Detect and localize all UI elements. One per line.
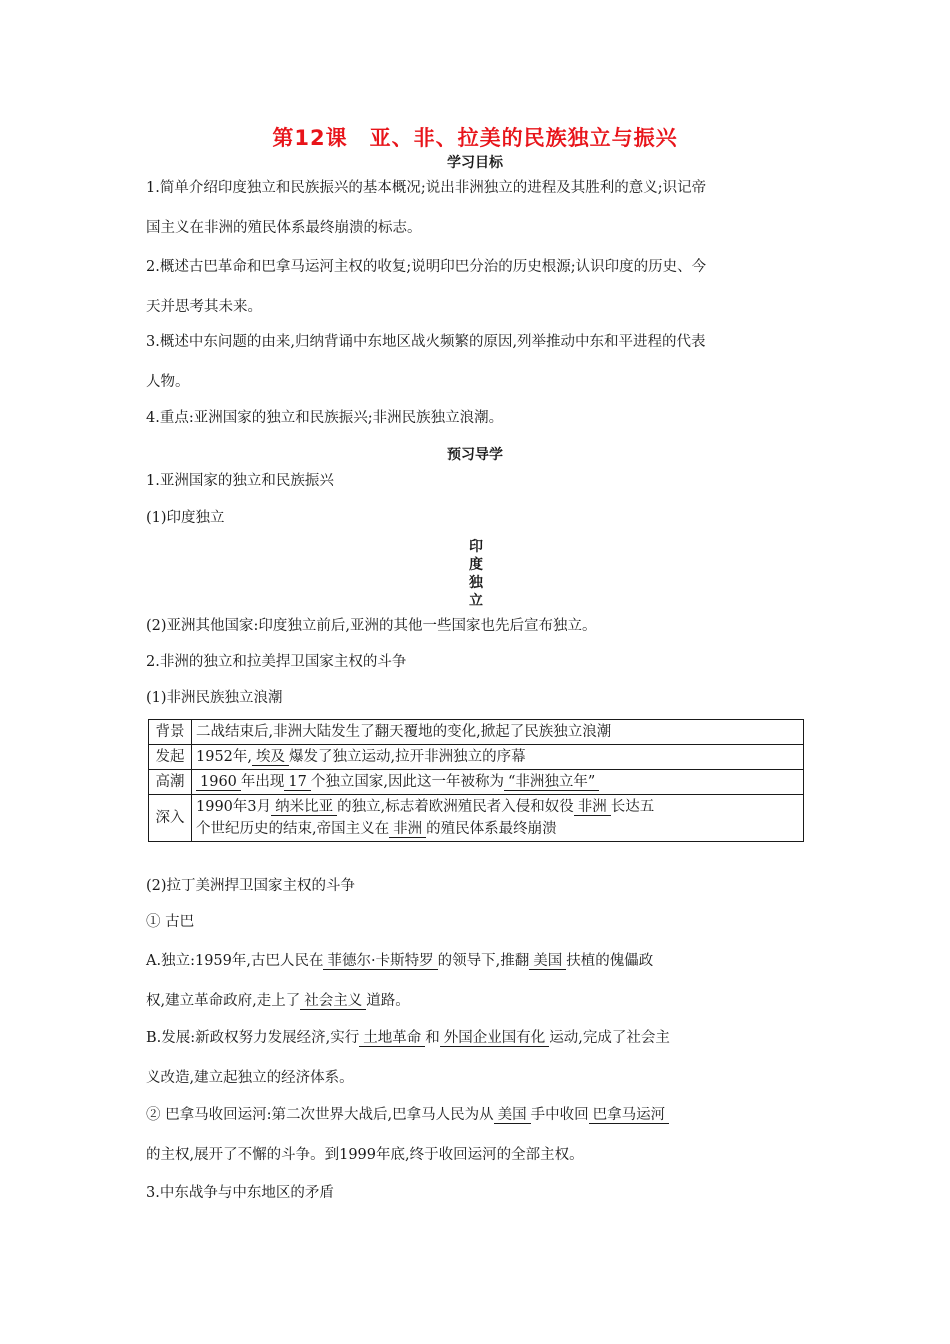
blank-answer: 埃及: [252, 749, 289, 766]
row-value: 二战结束后,非洲大陆发生了翻天覆地的变化,掀起了民族独立浪潮: [192, 720, 804, 745]
blank-answer: 非洲: [574, 799, 611, 816]
table-row: [149, 745, 804, 770]
section-2-2: (2)拉丁美洲捍卫国家主权的斗争: [146, 878, 356, 894]
panama-line-1: ② 巴拿马收回运河:第二次世界大战后,巴拿马人民为从 美国 手中收回 巴拿马运河: [146, 1105, 816, 1125]
section-1-2: (2)亚洲其他国家:印度独立前后,亚洲的其他一些国家也先后宣布独立。: [146, 618, 597, 634]
blank-answer: “非洲独立年”: [504, 774, 599, 791]
goal-line-3: 2.概述古巴革命和巴拿马运河主权的收复;说明印巴分治的历史根源;认识印度的历史、今: [146, 259, 707, 275]
blank-answer: 土地革命: [359, 1030, 425, 1047]
cuba-b-line-2: 义改造,建立起独立的经济体系。: [146, 1070, 354, 1086]
panama-line-2: 的主权,展开了不懈的斗争。到1999年底,终于收回运河的全部主权。: [146, 1147, 584, 1163]
cuba-a-line-1: A.独立:1959年,古巴人民在 菲德尔·卡斯特罗 的领导下,推翻 美国 扶植的傀儡政: [146, 953, 654, 969]
blank-answer: 外国企业国有化: [440, 1030, 550, 1047]
goal-line-7: 4.重点:亚洲国家的独立和民族振兴;非洲民族独立浪潮。: [146, 410, 504, 426]
africa-independence-table: [148, 719, 804, 842]
goal-line-5: 3.概述中东问题的由来,归纳背诵中东地区战火频繁的原因,列举推动中东和平进程的代表: [146, 334, 706, 350]
section-2-1: (1)非洲民族独立浪潮: [146, 690, 283, 706]
blank-answer: 社会主义: [300, 993, 366, 1010]
goals-heading: 学习目标: [447, 155, 503, 171]
goal-line-4: 天并思考其未来。: [146, 299, 262, 315]
table-row: [149, 795, 804, 842]
blank-answer: 巴拿马运河: [589, 1107, 670, 1124]
row-key: 背景: [149, 720, 192, 745]
blank-answer: 纳米比亚: [271, 799, 337, 816]
goal-line-2: 国主义在非洲的殖民体系最终崩溃的标志。: [146, 220, 422, 236]
table-row: [149, 770, 804, 795]
lesson-title: 第12课 亚、非、拉美的民族独立与振兴: [272, 126, 678, 150]
blank-answer: 菲德尔·卡斯特罗: [323, 953, 437, 970]
row-key: 发起: [149, 745, 192, 770]
blank-answer: 美国: [529, 953, 566, 970]
blank-answer: 非洲: [389, 821, 426, 838]
blank-answer: 美国: [494, 1107, 531, 1124]
table-row: [149, 720, 804, 745]
section-3: 3.中东战争与中东地区的矛盾: [146, 1185, 334, 1201]
cuba-a-line-2: 权,建立革命政府,走上了 社会主义 道路。: [146, 993, 410, 1009]
goal-line-1: 1.简单介绍印度独立和民族振兴的基本概况;说出非洲独立的进程及其胜利的意义;识记帝: [146, 180, 707, 196]
goal-line-6: 人物。: [146, 374, 190, 390]
section-2: 2.非洲的独立和拉美捍卫国家主权的斗争: [146, 654, 407, 670]
cuba-heading: ① 古巴: [146, 914, 195, 930]
row-value: 1990年3月 纳米比亚 的独立,标志着欧洲殖民者入侵和奴役 非洲 长达五 个世纪历史的结束,帝国主义在 非洲 的殖民体系最终崩溃: [192, 795, 804, 842]
blank-answer: 1960: [196, 774, 241, 791]
blank-answer: 17: [284, 774, 310, 791]
section-1: 1.亚洲国家的独立和民族振兴: [146, 473, 334, 489]
section-1-1: (1)印度独立: [146, 510, 225, 526]
row-value: 1960 年出现 17 个独立国家,因此这一年被称为 “非洲独立年”: [192, 770, 804, 795]
preview-heading: 预习导学: [447, 447, 503, 463]
row-value: 1952年, 埃及 爆发了独立运动,拉开非洲独立的序幕: [192, 745, 804, 770]
india-independence-vertical-label: 印 度 独 立: [469, 539, 483, 609]
cuba-b-line-1: B.发展:新政权努力发展经济,实行 土地革命 和 外国企业国有化 运动,完成了社会主: [146, 1030, 670, 1046]
row-key: 高潮: [149, 770, 192, 795]
row-key: 深入: [149, 795, 192, 842]
